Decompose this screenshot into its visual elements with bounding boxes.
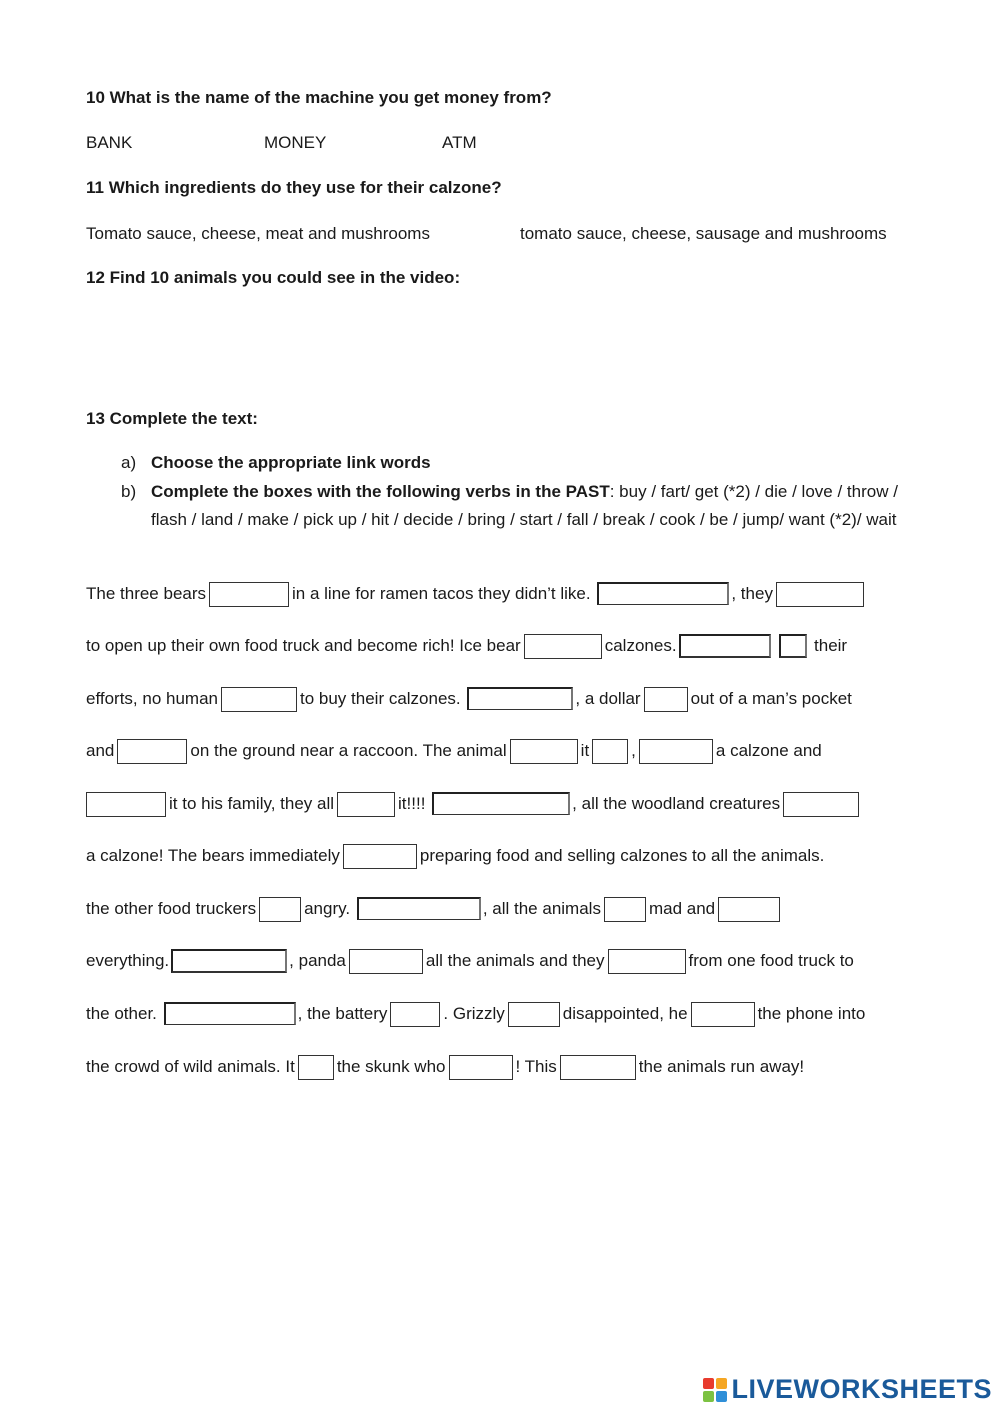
answer-box[interactable] (644, 687, 688, 712)
text-segment: to open up their own food truck and become rich! Ice bear (86, 636, 521, 655)
text-line-2 (86, 633, 847, 659)
logo-block (703, 1378, 714, 1389)
option-meat[interactable]: Tomato sauce, cheese, meat and mushrooms (86, 224, 430, 243)
answer-box[interactable] (390, 1002, 440, 1027)
text-line-6 (86, 843, 824, 869)
link-word-blank[interactable] (357, 897, 481, 920)
text-line-10 (86, 1054, 804, 1080)
answer-box[interactable] (691, 1002, 755, 1027)
text-segment: in a line for ramen tacos they didn’t like. (292, 584, 591, 603)
instruction-b (121, 478, 911, 534)
brand-name: LIVEWORKSHEETS (731, 1374, 992, 1404)
question-10: 10 What is the name of the machine you get money from? (86, 88, 552, 107)
text-segment: , (631, 741, 636, 760)
text-segment: , panda (289, 951, 346, 970)
link-word-blank[interactable] (164, 1002, 296, 1025)
question-12: 12 Find 10 animals you could see in the video: (86, 268, 461, 287)
answer-box[interactable] (639, 739, 713, 764)
instruction-a (121, 449, 911, 477)
logo-block (716, 1391, 727, 1402)
text-line-7 (86, 896, 783, 922)
text-segment: mad and (648, 899, 716, 918)
logo-block (703, 1391, 714, 1402)
answer-box[interactable] (86, 792, 166, 817)
answer-box[interactable] (776, 582, 864, 607)
text-segment: calzones. (604, 636, 677, 655)
text-segment: the crowd of wild animals. It (86, 1057, 295, 1076)
text-line-5 (86, 791, 862, 817)
text-segment: the animals run away! (638, 1057, 805, 1076)
text-segment: it to his family, they all (169, 794, 335, 813)
answer-box[interactable] (298, 1055, 334, 1080)
answer-box[interactable] (117, 739, 187, 764)
text-segment: out of a man’s pocket (690, 689, 852, 708)
answer-box[interactable] (604, 897, 646, 922)
option-bank[interactable]: BANK (86, 133, 133, 152)
text-segment: on the ground near a raccoon. The animal (190, 741, 507, 760)
text-line-8 (86, 948, 854, 974)
answer-box[interactable] (510, 739, 578, 764)
text-segment: it (580, 741, 590, 760)
text-line-3 (86, 686, 852, 712)
question-13: 13 Complete the text: (86, 409, 258, 428)
option-sausage[interactable]: tomato sauce, cheese, sausage and mushrooms (520, 224, 887, 243)
option-money[interactable]: MONEY (264, 133, 327, 152)
text-segment: , the battery (297, 1004, 388, 1023)
answer-box[interactable] (349, 949, 423, 974)
answer-box[interactable] (718, 897, 780, 922)
answer-box[interactable] (508, 1002, 560, 1027)
answer-box[interactable] (592, 739, 628, 764)
answer-box[interactable] (343, 844, 417, 869)
text-segment: the other food truckers (86, 899, 257, 918)
answer-box[interactable] (608, 949, 686, 974)
text-segment: disappointed, he (562, 1004, 688, 1023)
instruction-b-marker: b) (121, 482, 137, 501)
link-word-blank[interactable] (679, 634, 771, 658)
text-line-4 (86, 738, 822, 764)
link-word-blank[interactable] (597, 582, 729, 605)
question-11: 11 Which ingredients do they use for their calzone? (86, 178, 502, 197)
option-atm[interactable]: ATM (442, 133, 477, 152)
instruction-a-text: Choose the appropriate link words (151, 453, 431, 472)
answer-box[interactable] (221, 687, 297, 712)
logo-blocks-icon (703, 1378, 727, 1402)
link-word-blank[interactable] (432, 792, 570, 815)
text-segment: the skunk who (336, 1057, 446, 1076)
text-segment: all the animals and they (425, 951, 605, 970)
text-segment: , all the animals (482, 899, 601, 918)
text-segment: preparing food and selling calzones to all the animals. (419, 846, 825, 865)
text-segment: . Grizzly (443, 1004, 505, 1023)
answer-box[interactable] (209, 582, 289, 607)
text-segment: it!!!! (398, 794, 426, 813)
text-segment: the other. (86, 1004, 157, 1023)
text-segment: , all the woodland creatures (572, 794, 781, 813)
link-word-blank[interactable] (171, 949, 287, 973)
logo-block (716, 1378, 727, 1389)
answer-box[interactable] (560, 1055, 636, 1080)
text-segment: The three bears (86, 584, 207, 603)
answer-box[interactable] (337, 792, 395, 817)
text-segment: angry. (304, 899, 351, 918)
answer-box[interactable] (259, 897, 301, 922)
text-line-9 (86, 1001, 865, 1027)
text-segment: a calzone! The bears immediately (86, 846, 340, 865)
answer-box[interactable] (449, 1055, 513, 1080)
text-segment: and (86, 741, 115, 760)
text-segment: a calzone and (715, 741, 822, 760)
text-segment: everything. (86, 951, 170, 970)
instruction-b-verbs: : buy / fart/ get (*2) / die / love / throw / flash / land / make / pick up / hit / decide / bring / start / fall / break / cook / be / jump/ want (*2)/ wait (151, 482, 898, 529)
text-line-1 (86, 581, 867, 607)
text-segment: , they (731, 584, 773, 603)
link-word-blank[interactable] (467, 687, 573, 710)
text-segment: the phone into (757, 1004, 866, 1023)
answer-box[interactable] (783, 792, 859, 817)
answer-box[interactable] (524, 634, 602, 659)
instruction-a-marker: a) (121, 453, 137, 472)
text-segment: to buy their calzones. (300, 689, 461, 708)
text-segment: efforts, no human (86, 689, 218, 708)
link-word-blank[interactable] (779, 634, 807, 658)
text-segment: their (814, 636, 848, 655)
text-segment: ! This (515, 1057, 557, 1076)
text-segment: from one food truck to (688, 951, 854, 970)
liveworksheets-logo (703, 1374, 992, 1405)
text-segment: , a dollar (575, 689, 641, 708)
instruction-b-bold: Complete the boxes with the following verbs in the PAST (151, 482, 610, 501)
